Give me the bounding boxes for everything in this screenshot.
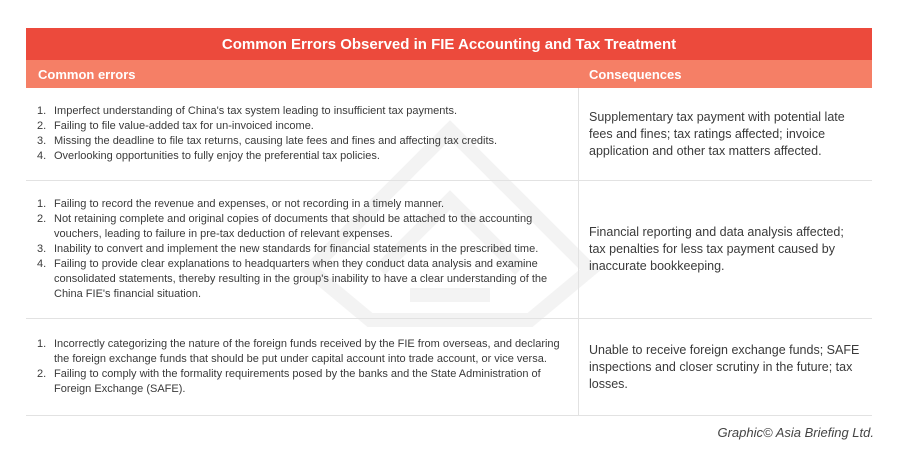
header-common-errors: Common errors bbox=[38, 66, 136, 82]
item-number: 2. bbox=[37, 213, 47, 225]
consequences-cell: Unable to receive foreign exchange funds; SAFE inspections and closer scrutiny in the future; tax losses. bbox=[589, 342, 860, 391]
item-text: Incorrectly categorizing the nature of the foreign funds received by the FIE from overseas, and declaring the foreign exchange funds that should be put under capital account into trade account, or vice versa. bbox=[54, 338, 560, 365]
errors-list bbox=[34, 197, 570, 302]
item-number: 3. bbox=[37, 135, 47, 147]
item-text: Imperfect understanding of China's tax system leading to insufficient tax payments. bbox=[54, 105, 457, 117]
errors-list bbox=[34, 337, 570, 397]
item-text: Failing to record the revenue and expenses, or not recording in a timely manner. bbox=[54, 198, 445, 210]
item-text: Inability to convert and implement the new standards for financial statements in the prescribed time. bbox=[54, 243, 539, 255]
table-row bbox=[26, 88, 872, 181]
list-item bbox=[34, 149, 497, 164]
list-item bbox=[34, 242, 570, 257]
item-number: 2. bbox=[37, 120, 47, 132]
table-title: Common Errors Observed in FIE Accounting and Tax Treatment bbox=[26, 28, 872, 60]
item-number: 4. bbox=[37, 258, 47, 270]
list-item bbox=[34, 337, 570, 367]
item-text: Not retaining complete and original copies of documents that should be attached to the accounting vouchers, leading to failure in pre-tax deduction of relevant expenses. bbox=[54, 213, 533, 240]
errors-list bbox=[34, 104, 497, 164]
errors-cell bbox=[26, 319, 579, 415]
item-text: Failing to comply with the formality requirements posed by the banks and the State Administration of Foreign Exchange (SAFE). bbox=[54, 368, 541, 395]
header-consequences: Consequences bbox=[589, 66, 682, 82]
list-item bbox=[34, 104, 497, 119]
errors-cell bbox=[26, 88, 579, 180]
credit-text: Graphic© Asia Briefing Ltd. bbox=[717, 425, 874, 440]
item-number: 1. bbox=[37, 338, 47, 350]
item-number: 2. bbox=[37, 368, 47, 380]
item-text: Failing to provide clear explanations to headquarters when they conduct data analysis and examine consolidated statements, thereby resulting in the group's inability to have a clear understanding of the China FIE's financial situation. bbox=[54, 258, 548, 300]
item-text: Overlooking opportunities to fully enjoy the preferential tax policies. bbox=[54, 150, 380, 162]
consequences-cell: Financial reporting and data analysis affected; tax penalties for less tax payment caused by inaccurate bookkeeping. bbox=[589, 225, 844, 273]
item-number: 4. bbox=[37, 150, 47, 162]
list-item bbox=[34, 257, 570, 302]
item-text: Failing to file value-added tax for un-invoiced income. bbox=[54, 120, 314, 132]
table-row bbox=[26, 181, 872, 319]
list-item bbox=[34, 119, 497, 134]
errors-cell bbox=[26, 181, 579, 318]
errors-table bbox=[26, 28, 872, 416]
item-number: 1. bbox=[37, 198, 47, 210]
item-number: 3. bbox=[37, 243, 47, 255]
item-text: Missing the deadline to file tax returns, causing late fees and fines and affecting tax credits. bbox=[54, 135, 498, 147]
list-item bbox=[34, 197, 570, 212]
table-row bbox=[26, 319, 872, 416]
list-item bbox=[34, 212, 570, 242]
list-item bbox=[34, 367, 570, 397]
table-header bbox=[26, 60, 872, 88]
item-number: 1. bbox=[37, 105, 47, 117]
list-item bbox=[34, 134, 497, 149]
consequences-cell: Supplementary tax payment with potential late fees and fines; tax ratings affected; invoice application and other tax matters affected. bbox=[589, 109, 845, 158]
